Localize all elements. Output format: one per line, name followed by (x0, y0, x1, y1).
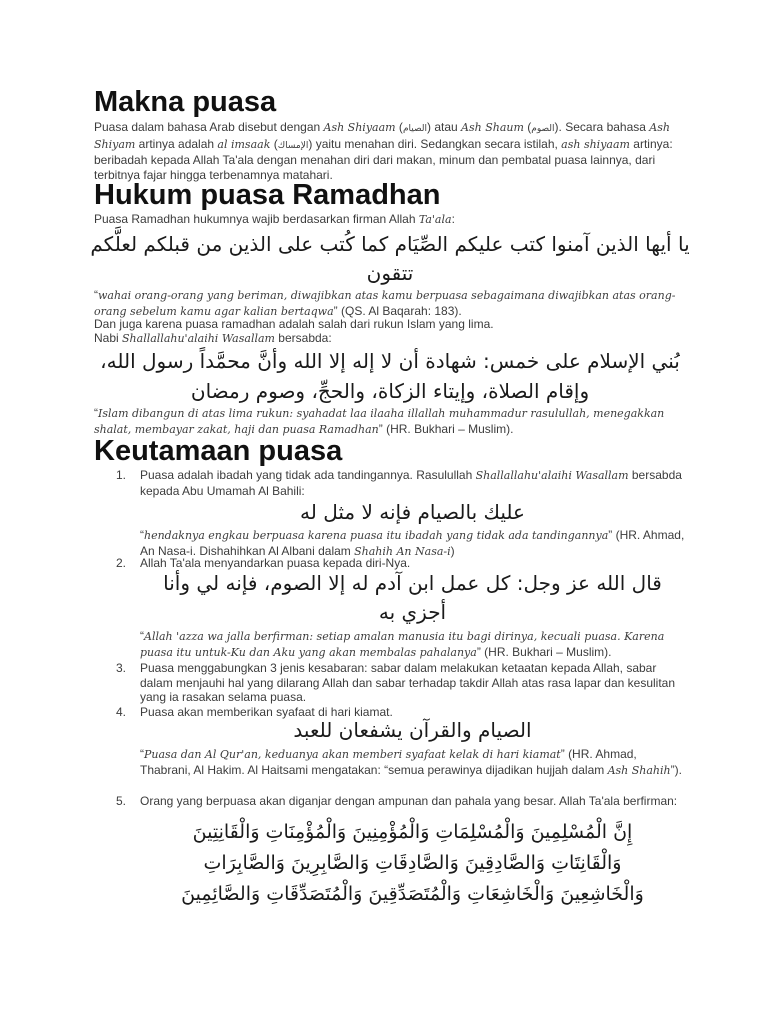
paragraph-nabi-bersabda (94, 331, 684, 347)
heading-hukum-puasa: Hukum puasa Ramadhan (94, 179, 441, 211)
text-run: ”). (670, 762, 682, 777)
paragraph-hukum-intro (94, 212, 684, 228)
text-run: ) yaitu menahan diri. Sedangkan secara istilah, (308, 136, 562, 151)
italic-term: ash shiyaam (561, 137, 630, 151)
text-run: : (451, 212, 455, 226)
arabic-term: الصوم (531, 124, 555, 134)
text-run: Puasa akan memberikan syafaat di hari kiamat. (140, 705, 393, 719)
arabic-term: الصيام (402, 124, 428, 134)
heading-makna-puasa: Makna puasa (94, 86, 277, 118)
text-run: ” (HR. Bukhari – Muslim). (378, 421, 514, 436)
heading-keutamaan-puasa: Keutamaan puasa (94, 435, 343, 467)
text-run: Puasa adalah ibadah yang tidak ada tandingannya. Rasulullah (140, 468, 476, 482)
paragraph-makna (94, 120, 684, 182)
text-run: ” (QS. Al Baqarah: 183). (333, 303, 462, 318)
italic-term: Puasa dan Al Qur'an, keduanya akan memberi syafaat kelak di hari kiamat (144, 748, 561, 761)
arabic-verse-albaqarah: يا أيها الذين آمنوا كتب عليكم الصِّيَام كما كُتب على الذين من قبلكم لعلَّكم تتقون (90, 232, 690, 285)
text-run: Puasa Ramadhan hukumnya wajib berdasarkan firman Allah (94, 212, 419, 226)
text-run: ( (523, 120, 532, 134)
text-run: Puasa menggabungkan 3 jenis kesabaran: sabar dalam melakukan ketaatan kepada Allah, sabar dalam menjauhi hal yang dilarang Allah dan sabar terhadap takdir Allah atas rasa lapar dan kesulitan yang ia rasakan selama puasa. (140, 661, 676, 704)
text-run: ” (HR. Ahmad, An Nasa-i. Dishahihkan Al Albani dalam (140, 528, 685, 558)
translation-albaqarah (94, 288, 684, 319)
text-run: bersabda kepada Abu Umamah Al Bahili: (140, 468, 682, 498)
list-item-3-text (140, 661, 685, 705)
italic-term: Ta'ala (418, 213, 452, 226)
list-number-4: 4. (116, 705, 127, 719)
italic-term: Allah 'azza wa jalla berfirman: setiap amalan manusia itu bagi dirinya, kecuali puasa. Karena puasa itu untuk-Ku dan Aku yang akan membalas pahalanya (140, 630, 665, 659)
italic-term: Ash Shiyam (94, 121, 670, 151)
italic-term: wahai orang-orang yang beriman, diwajibkan atas kamu berpuasa sebagaimana diwajibkan atas orang-orang sebelum kamu agar kalian bertaqwa (94, 289, 676, 318)
arabic-hadith-1: عليك بالصيام فإنه لا مثل له (300, 500, 525, 524)
arabic-term: الإمساك (277, 140, 309, 151)
italic-term: Islam dibangun di atas lima rukun: syahadat laa ilaaha illallah muhammadur rasulullah, menegakkan shalat, membayar zakat, haji dan puasa Ramadhan (94, 407, 665, 436)
list-item-5-text (140, 794, 685, 809)
text-run: artinya adalah (135, 136, 218, 151)
text-run: artinya: beribadah kepada Allah Ta'ala dengan menahan diri dari makan, minum dan pembatal puasa lainnya, dari terbitnya fajar hingga terbenamnya matahari. (94, 136, 673, 182)
arabic-hadith-2: قال الله عز وجل: كل عمل ابن آدم له إلا الصوم، فإنه لي وأنا أجزي به (163, 571, 662, 624)
text-run: ). Secara bahasa (554, 120, 650, 134)
text-run: ( (395, 120, 403, 134)
italic-term: Shallallahu'alaihi Wasallam (122, 332, 275, 345)
translation-hadith-1 (140, 528, 685, 559)
translation-hadith-rukun (94, 406, 684, 437)
text-run: Allah Ta'ala menyandarkan puasa kepada diri-Nya. (140, 556, 411, 570)
arabic-verse-line-2: وَالْقَانِتَاتِ وَالصَّادِقِينَ وَالصَّادِقَاتِ وَالصَّابِرِينَ وَالصَّابِرَاتِ (203, 852, 622, 874)
text-run: ) atau (427, 120, 462, 134)
arabic-hadith-rukun: بُني الإسلام على خمس: شهادة أن لا إله إلا الله وأنَّ محمَّداً رسول الله، وإقام الصلاة، وإيتاء الزكاة، والحجِّ، وصوم رمضان (100, 349, 680, 403)
text-run: Dan juga karena puasa ramadhan adalah salah dari rukun Islam yang lima. (94, 317, 494, 331)
italic-term: Shallallahu'alaihi Wasallam (475, 469, 629, 482)
text-run: ” (HR. Bukhari – Muslim). (476, 644, 612, 659)
text-run: Nabi (94, 331, 123, 345)
text-run: “ (94, 288, 98, 302)
italic-term: al imsaak (217, 137, 271, 151)
text-run: “ (140, 629, 144, 643)
translation-hadith-4 (140, 747, 685, 778)
arabic-hadith-4: الصيام والقرآن يشفعان للعبد (293, 718, 532, 742)
text-run: ( (270, 136, 278, 151)
translation-hadith-2 (140, 629, 685, 660)
text-run: “ (140, 528, 144, 542)
text-run: ” (HR. Ahmad, Thabrani, Al Hakim. Al Haitsami mengatakan: “semua perawinya dijadikan hujjah dalam (140, 747, 637, 777)
text-run: ) (450, 543, 455, 558)
list-number-1: 1. (116, 468, 127, 482)
italic-term: Shahih An Nasa-i (354, 544, 451, 558)
list-number-2: 2. (116, 556, 127, 570)
list-number-3: 3. (116, 661, 127, 675)
italic-term: hendaknya engkau berpuasa karena puasa itu ibadah yang tidak ada tandingannya (144, 529, 609, 542)
text-run: bersabda: (274, 331, 332, 345)
arabic-verse-line-3: وَالْخَاشِعِينَ وَالْخَاشِعَاتِ وَالْمُتَصَدِّقِينَ وَالْمُتَصَدِّقَاتِ وَالصَّائِمِينَ (181, 883, 644, 905)
italic-term: Ash Shaum (461, 121, 524, 134)
text-run: Orang yang berpuasa akan diganjar dengan ampunan dan pahala yang besar. Allah Ta'ala berfirman: (140, 794, 678, 808)
arabic-verse-line-1: إِنَّ الْمُسْلِمِينَ وَالْمُسْلِمَاتِ وَالْمُؤْمِنِينَ وَالْمُؤْمِنَاتِ وَالْقَانِتِينَ (192, 821, 633, 843)
italic-term: Ash Shahih (607, 763, 671, 777)
paragraph-rukun-islam (94, 317, 684, 332)
text-run: “ (140, 747, 144, 761)
italic-term: Ash Shiyaam (323, 121, 396, 134)
list-item-1-text (140, 468, 685, 498)
text-run: “ (94, 406, 98, 420)
list-number-5: 5. (116, 794, 127, 808)
text-run: Puasa dalam bahasa Arab disebut dengan (94, 120, 324, 134)
